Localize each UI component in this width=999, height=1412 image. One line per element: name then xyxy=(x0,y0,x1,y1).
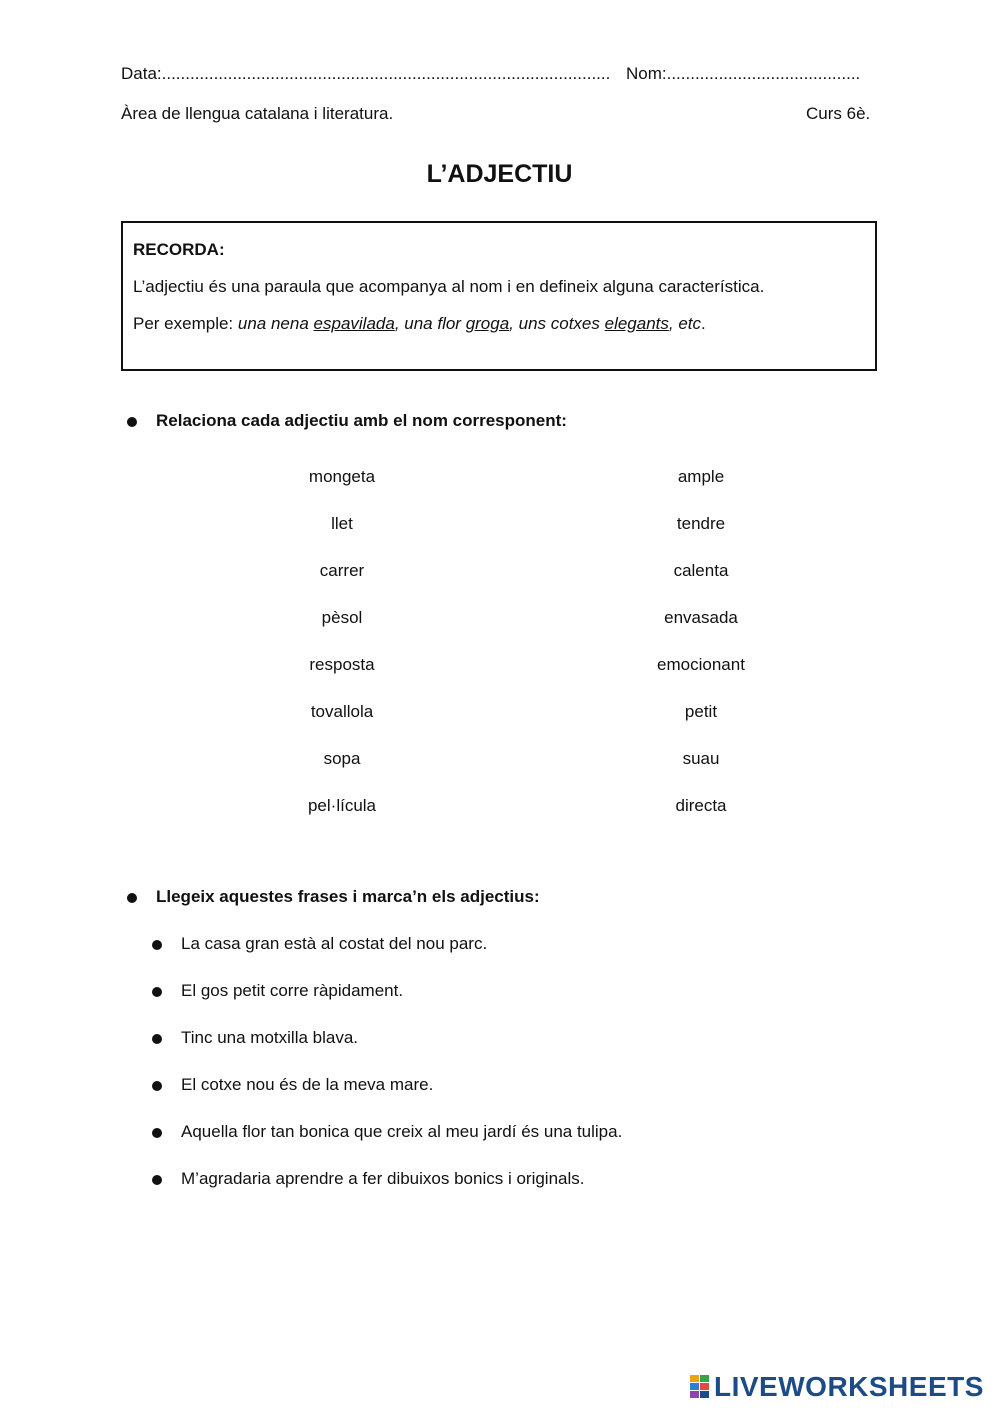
example-noun-3: , uns cotxes xyxy=(509,314,605,333)
remember-heading: RECORDA: xyxy=(133,240,225,259)
sentence-item[interactable]: Aquella flor tan bonica que creix al meu jardí és una tulipa. xyxy=(181,1122,623,1141)
adjective-item[interactable]: suau xyxy=(682,749,720,768)
course-label: Curs 6è. xyxy=(806,104,871,123)
example-noun-2: , una flor xyxy=(394,314,466,333)
example-etc: , etc xyxy=(668,314,702,333)
example-end: . xyxy=(701,314,706,333)
adjective-item[interactable]: directa xyxy=(675,796,727,815)
bullet-icon xyxy=(152,940,162,950)
exercise2-instruction: Llegeix aquestes frases i marca’n els adjectius: xyxy=(156,887,540,906)
date-field-label: Data:............................................................................................... xyxy=(121,64,611,83)
adjective-item[interactable]: emocionant xyxy=(657,655,745,674)
subject-area: Àrea de llengua catalana i literatura. xyxy=(121,104,394,123)
sentence-item[interactable]: El cotxe nou és de la meva mare. xyxy=(181,1075,434,1094)
example-adjective-3: elegants xyxy=(604,314,669,333)
noun-item[interactable]: llet xyxy=(331,514,353,533)
page-title: L’ADJECTIU xyxy=(426,160,573,188)
noun-item[interactable]: tovallola xyxy=(310,702,374,721)
liveworksheets-logo-text: LIVEWORKSHEETS xyxy=(714,1371,984,1402)
bullet-icon xyxy=(152,987,162,997)
name-field-label: Nom:......................................... xyxy=(626,64,861,83)
sentence-item[interactable]: El gos petit corre ràpidament. xyxy=(181,981,404,1000)
liveworksheets-logo xyxy=(690,1370,984,1404)
adjective-item[interactable]: ample xyxy=(677,467,725,486)
bullet-icon xyxy=(152,1034,162,1044)
sentence-item[interactable]: M’agradaria aprendre a fer dibuixos bonics i originals. xyxy=(181,1169,585,1188)
sentence-item[interactable]: La casa gran està al costat del nou parc. xyxy=(181,934,488,953)
noun-item[interactable]: sopa xyxy=(323,749,361,768)
noun-item[interactable]: pel·lícula xyxy=(307,796,377,815)
adjective-item[interactable]: petit xyxy=(684,702,718,721)
bullet-icon xyxy=(152,1081,162,1091)
bullet-icon xyxy=(127,893,137,903)
example-adjective-1: espavilada xyxy=(313,314,395,333)
noun-item[interactable]: resposta xyxy=(309,655,375,674)
example-prefix: Per exemple: xyxy=(133,314,238,333)
bullet-icon xyxy=(152,1175,162,1185)
noun-item[interactable]: pèsol xyxy=(321,608,363,627)
bullet-icon xyxy=(152,1128,162,1138)
example-adjective-2: groga xyxy=(465,314,510,333)
noun-item[interactable]: mongeta xyxy=(308,467,376,486)
noun-item[interactable]: carrer xyxy=(319,561,365,580)
example-sentence xyxy=(133,314,706,334)
adjective-item[interactable]: calenta xyxy=(673,561,729,580)
adjective-item[interactable]: tendre xyxy=(676,514,726,533)
exercise1-instruction: Relaciona cada adjectiu amb el nom corresponent: xyxy=(156,411,567,430)
liveworksheets-logo-icon xyxy=(690,1375,710,1399)
adjective-item[interactable]: envasada xyxy=(664,608,738,627)
example-noun-1: una nena xyxy=(237,314,314,333)
bullet-icon xyxy=(127,417,137,427)
sentence-item[interactable]: Tinc una motxilla blava. xyxy=(181,1028,359,1047)
adjective-definition: L’adjectiu és una paraula que acompanya al nom i en defineix alguna característica. xyxy=(133,277,765,296)
